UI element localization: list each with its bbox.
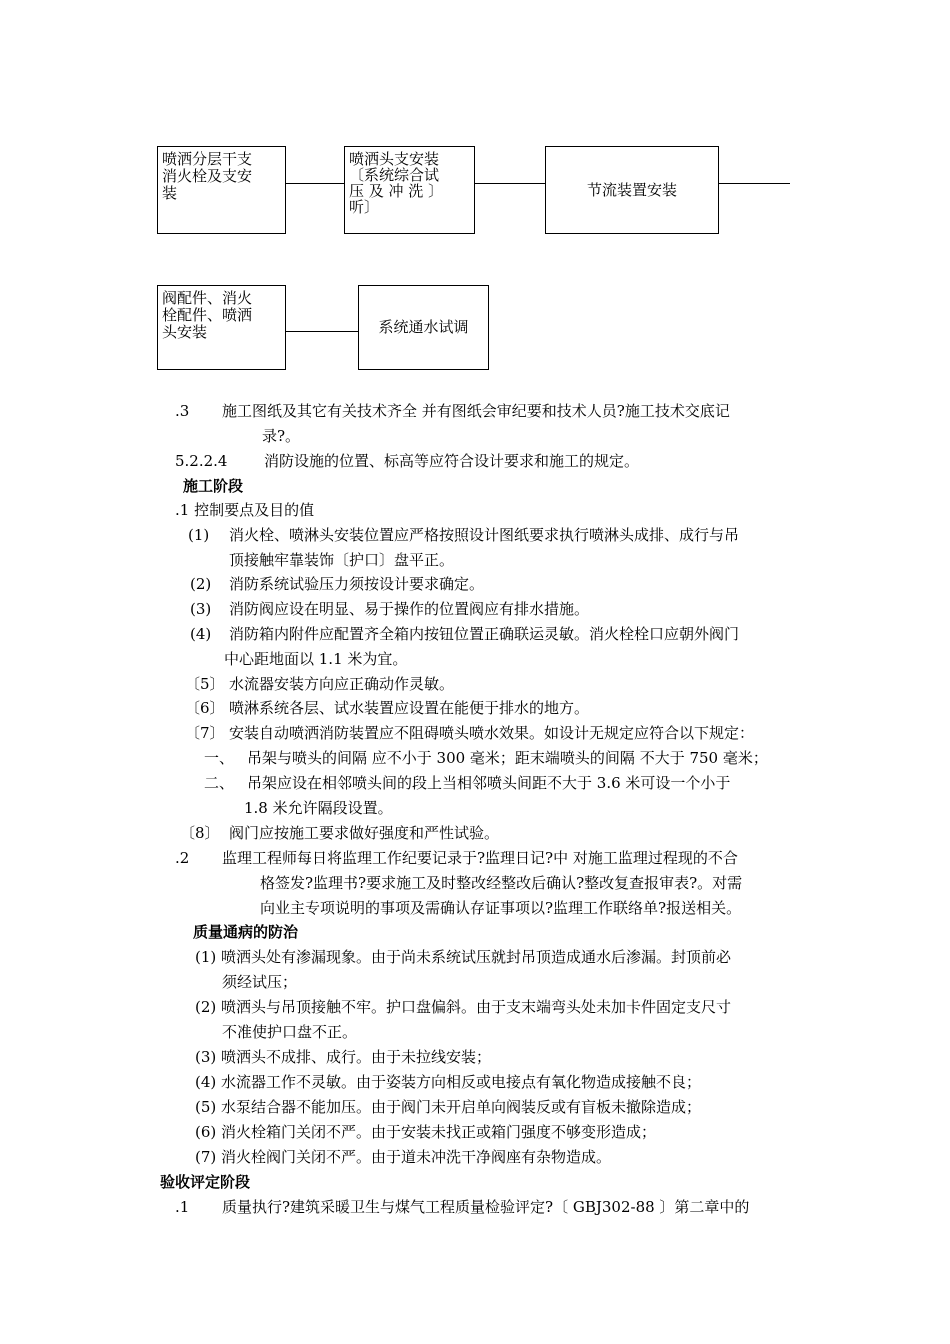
clause-text-cont: 向业主专项说明的事项及需确认存证事项以?监理工作联络单?报送相关。 — [260, 899, 742, 917]
flow-box-text: 消火栓及支安 — [162, 167, 253, 185]
item-number: (1) — [188, 526, 210, 544]
item-number: 〔7〕 — [185, 724, 225, 742]
flow-box-sprinkler-branch — [344, 146, 475, 234]
flow-box-text: 喷洒头支安装 — [349, 150, 440, 168]
item-text: 安装自动喷洒消防装置应不阻碍喷头喷水效果。如设计无规定应符合以下规定： — [229, 724, 755, 742]
flow-box-text: 系统通水试调 — [378, 318, 469, 336]
item-text: 消防箱内附件应配置齐全箱内按钮位置正确联运灵敏。消火栓栓口应朝外阀门 — [229, 625, 740, 643]
flow-box-text: 节流装置安装 — [586, 180, 677, 199]
flow-box-text: 〔系统综合试 — [349, 166, 440, 184]
defect-item: (2) 喷洒头与吊顶接触不牢。护口盘偏斜。由于支末端弯头处未加卡件固定支尺寸 — [195, 998, 732, 1016]
subitem-text-cont: 1.8 米允许隔段设置。 — [244, 799, 393, 817]
defect-item-cont: 须经试压； — [222, 973, 298, 991]
defect-item: (3) 喷洒头不成排、成行。由于未拉线安装； — [195, 1048, 492, 1066]
item-text: 消防阀应设在明显、易于操作的位置阀应有排水措施。 — [229, 600, 590, 618]
item-number: (2) — [190, 575, 212, 593]
item-text-cont: 顶接触牢靠装饰〔护口〕盘平正。 — [229, 551, 455, 569]
clause-text: 消防设施的位置、标高等应符合设计要求和施工的规定。 — [264, 452, 640, 470]
defect-item: (1) 喷洒头处有渗漏现象。由于尚未系统试压就封吊顶造成通水后渗漏。封顶前必 — [195, 948, 732, 966]
flow-box-water-test — [358, 285, 489, 370]
flow-box-text: 头安装 — [162, 323, 208, 341]
flow-connector — [719, 183, 790, 184]
item-number: 〔8〕 — [180, 824, 220, 842]
section-heading: 质量通病的防治 — [193, 923, 299, 941]
clause-text-cont: 录?。 — [262, 427, 301, 445]
subitem-number: 二、 — [204, 774, 235, 792]
defect-item: (7) 消火栓阀门关闭不严。由于道未冲洗干净阀座有杂物造成。 — [195, 1148, 612, 1166]
flow-connector — [475, 183, 546, 184]
item-text: 喷淋系统各层、试水装置应设置在能便于排水的地方。 — [229, 699, 590, 717]
clause-number: 5.2.2.4 — [175, 452, 228, 470]
item-text: 消火栓、喷淋头安装位置应严格按照设计图纸要求执行喷淋头成排、成行与吊 — [229, 526, 740, 544]
flow-box-text: 栓配件、喷洒 — [162, 306, 253, 324]
flow-connector — [286, 183, 345, 184]
subsection-title: .1 控制要点及目的值 — [175, 501, 315, 519]
subitem-text: 吊架与喷头的间隔 应不小于 300 毫米；距末端喷头的间隔 不大于 750 毫米； — [247, 749, 768, 767]
defect-item: (6) 消火栓箱门关闭不严。由于安装未找正或箱门强度不够变形造成； — [195, 1123, 657, 1141]
item-number: (4) — [190, 625, 212, 643]
flow-box-text: 装 — [162, 184, 178, 202]
clause-text: 质量执行?建筑采暖卫生与煤气工程质量检验评定?〔 GBJ302-88 〕第二章中的 — [222, 1198, 750, 1216]
defect-item: (5) 水泵结合器不能加压。由于阀门未开启单向阀装反或有盲板未撤除造成； — [195, 1098, 702, 1116]
item-text: 阀门应按施工要求做好强度和严性试验。 — [229, 824, 500, 842]
flow-box-throttle-device — [545, 146, 719, 234]
item-text: 消防系统试验压力须按设计要求确定。 — [229, 575, 485, 593]
defect-item-cont: 不准使护口盘不正。 — [222, 1023, 358, 1041]
subitem-number: 一、 — [204, 749, 235, 767]
flow-box-valve-fittings — [157, 285, 286, 370]
clause-number: .1 — [175, 1198, 190, 1216]
flow-box-text: 压 及 冲 洗 〕 — [349, 182, 444, 200]
item-number: (3) — [190, 600, 212, 618]
item-text: 水流器安装方向应正确动作灵敏。 — [229, 675, 455, 693]
clause-number: .2 — [175, 849, 190, 867]
item-number: 〔5〕 — [185, 675, 225, 693]
clause-number: .3 — [175, 402, 190, 420]
flow-connector — [286, 331, 359, 332]
item-number: 〔6〕 — [185, 699, 225, 717]
flow-box-text: 阀配件、消火 — [162, 289, 253, 307]
clause-text: 监理工程师每日将监理工作纪要记录于?监理日记?中 对施工监理过程现的不合 — [222, 849, 738, 867]
item-text-cont: 中心距地面以 1.1 米为宜。 — [224, 650, 408, 668]
clause-text-cont: 格签发?监理书?要求施工及时整改经整改后确认?整改复查报审表?。对需 — [260, 874, 743, 892]
flow-box-branch-pipe — [157, 146, 286, 234]
defect-item: (4) 水流器工作不灵敏。由于姿装方向相反或电接点有氧化物造成接触不良； — [195, 1073, 702, 1091]
flow-box-text: 听〕 — [349, 198, 380, 216]
section-heading: 验收评定阶段 — [160, 1173, 251, 1191]
subitem-text: 吊架应设在相邻喷头间的段上当相邻喷头间距不大于 3.6 米可设一个小于 — [247, 774, 731, 792]
section-heading: 施工阶段 — [183, 477, 244, 495]
flow-box-text: 喷洒分层干支 — [162, 150, 253, 168]
clause-text: 施工图纸及其它有关技术齐全 并有图纸会审纪要和技术人员?施工技术交底记 — [222, 402, 730, 420]
